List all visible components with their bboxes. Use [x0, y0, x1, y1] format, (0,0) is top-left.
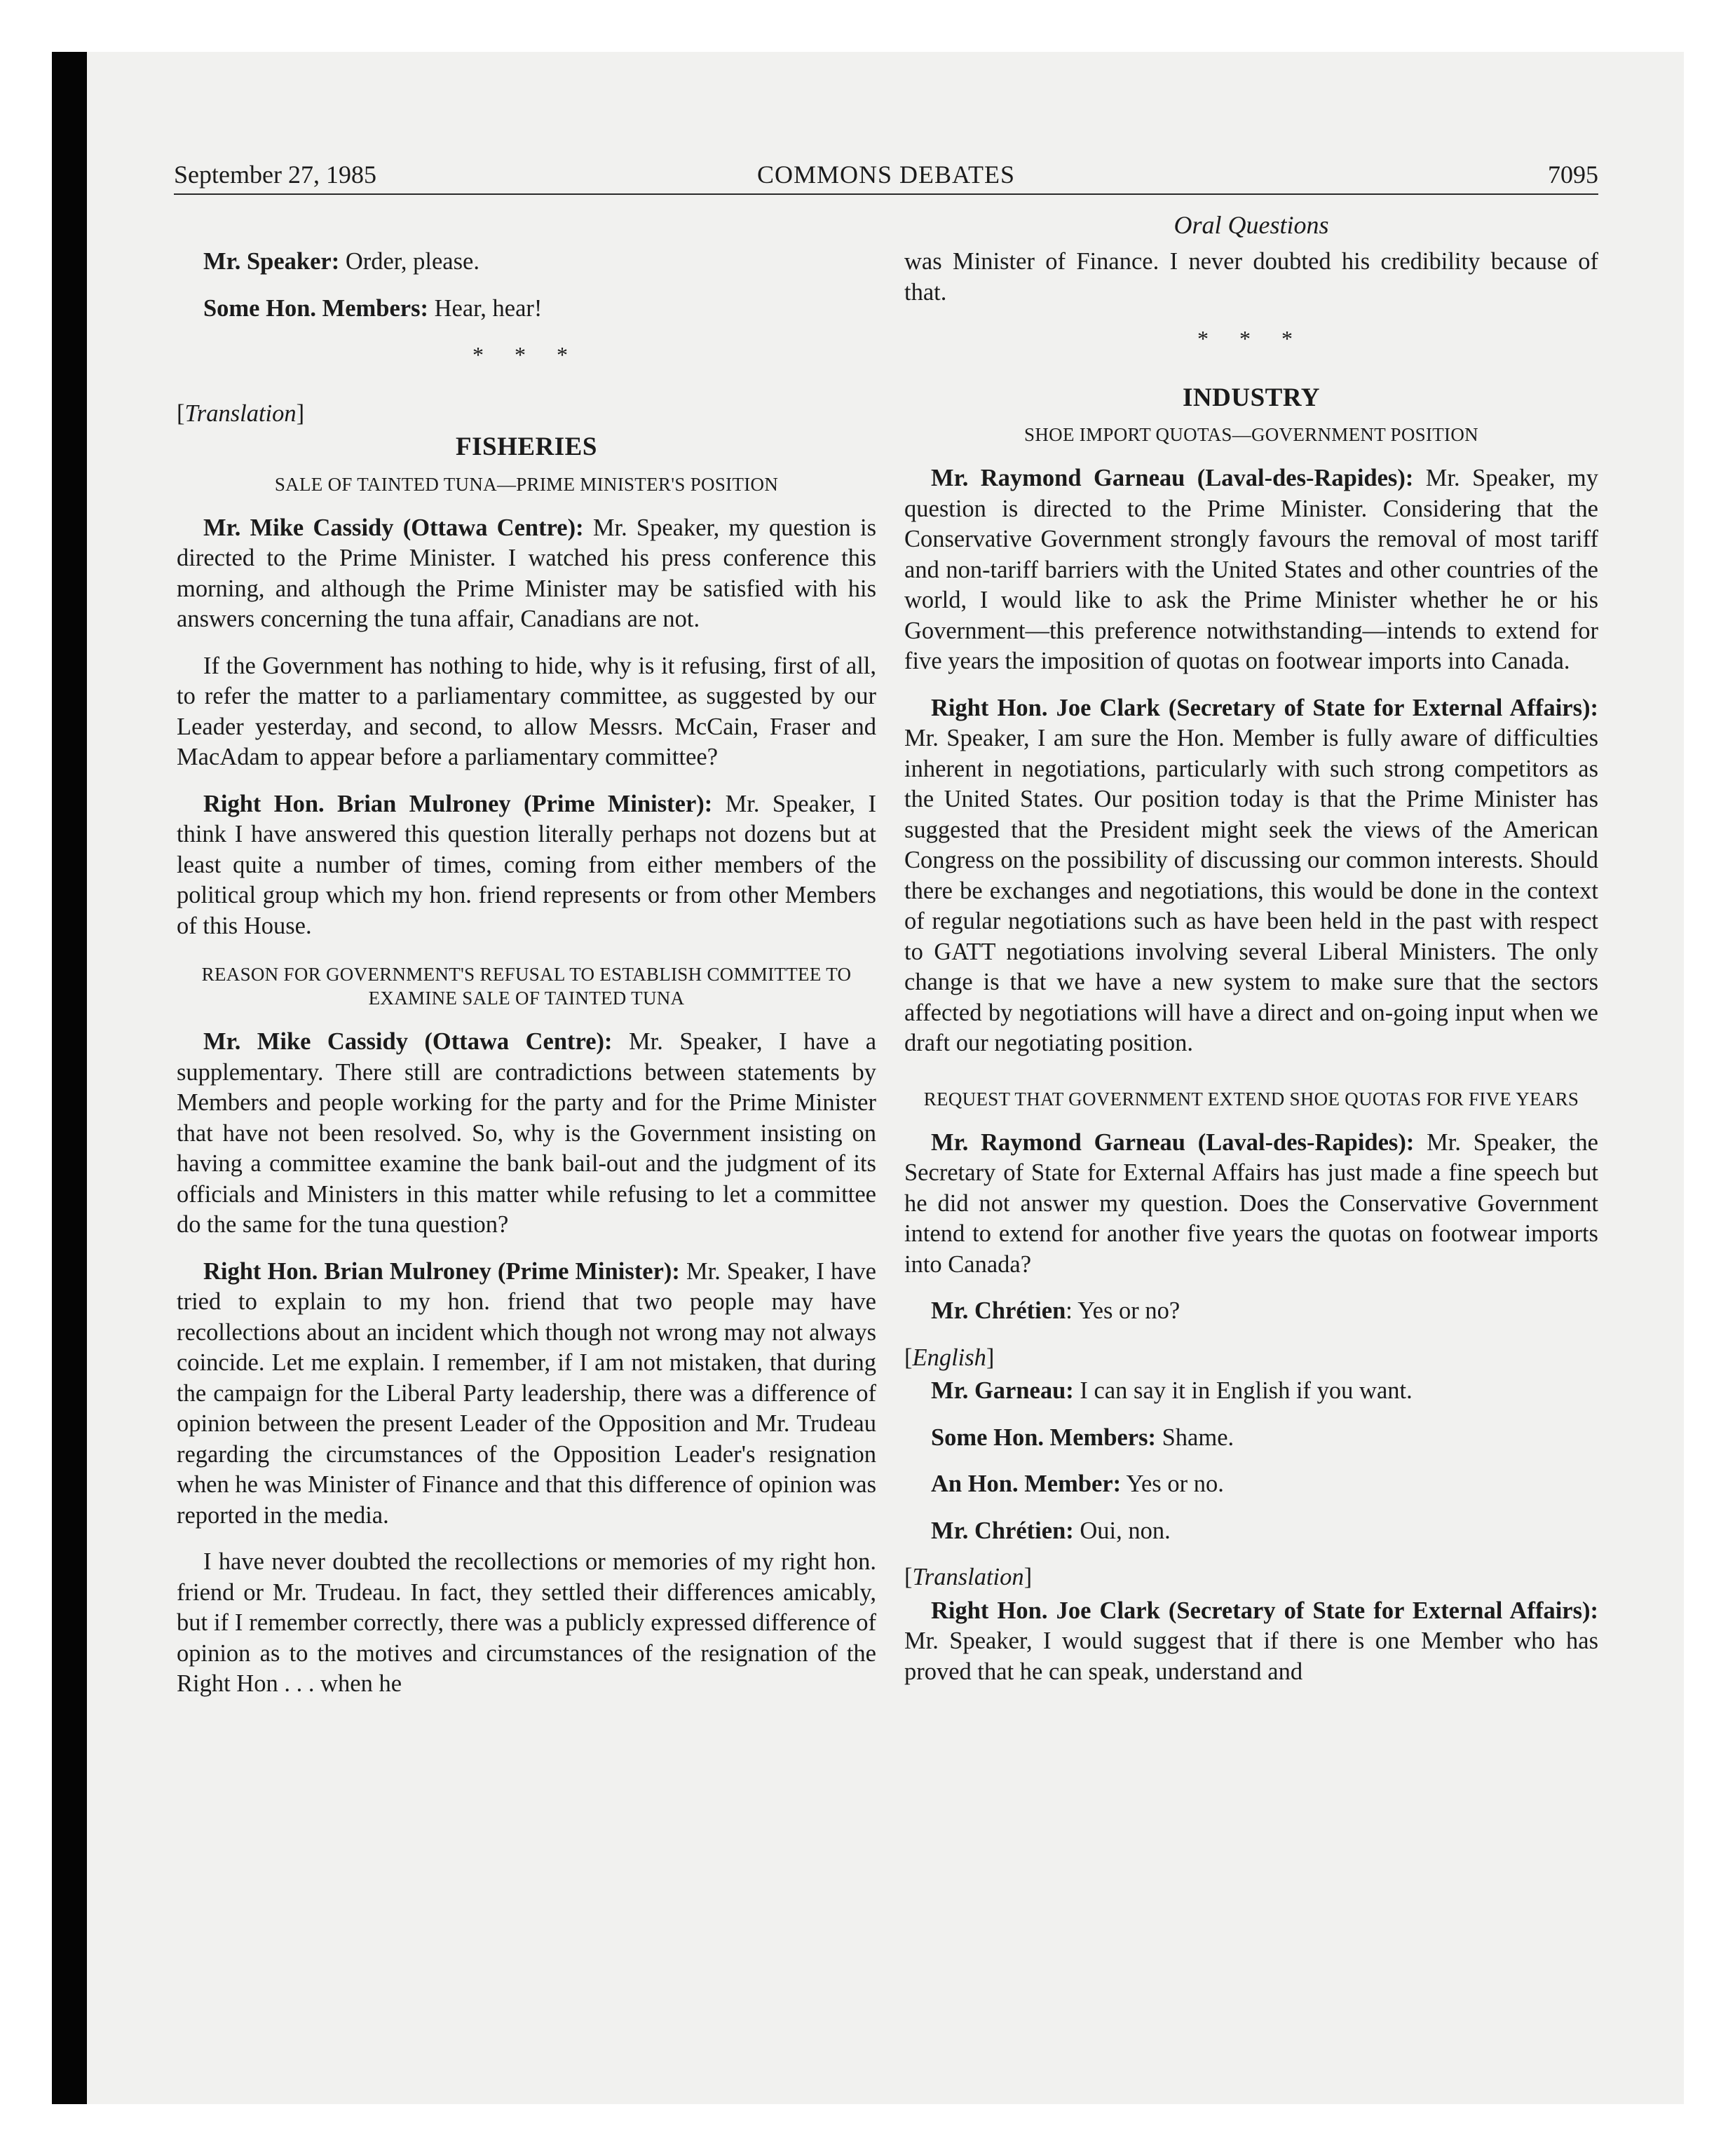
speech-text: Hear, hear! [428, 294, 543, 322]
speech-text: Mr. Speaker, I have tried to explain to my hon. friend that two people may have recollections about an incident which though not wrong may not always coincide. Let me explain. I remember, if I am not mistaken, that during the campaign for the Liberal Party leadership, there was a difference of opinion between the present Leader of the Opposition and Mr. Trudeau regarding the circumstances of the Opposition Leader's resignation when he was Minister of Finance and that this difference of opinion was reported in the media. [177, 1257, 876, 1529]
speaker-name: Mr. Chrétien: [931, 1517, 1074, 1544]
speaker-name: Mr. Speaker: [203, 248, 340, 275]
section-separator: * * * [1197, 326, 1305, 351]
speech-paragraph [904, 463, 1598, 677]
speech-paragraph [904, 693, 1598, 1059]
speaker-name: Mr. Mike Cassidy (Ottawa Centre): [203, 1028, 613, 1055]
speech-paragraph [904, 1596, 1598, 1688]
speech-paragraph [177, 294, 876, 325]
page-header [174, 160, 1598, 195]
speech-paragraph [904, 1296, 1598, 1327]
sub-heading: REQUEST THAT GOVERNMENT EXTEND SHOE QUOTAS FOR FIVE YEARS [923, 1088, 1579, 1110]
speech-paragraph [904, 1128, 1598, 1281]
speaker-name: Mr. Raymond Garneau (Laval-des-Rapides): [931, 1128, 1415, 1156]
speech-text: I can say it in English if you want. [1073, 1377, 1413, 1404]
speaker-name: Right Hon. Joe Clark (Secretary of State for External Affairs): [931, 694, 1598, 721]
sub-heading: REASON FOR GOVERNMENT'S REFUSAL TO ESTABLISH COMMITTEE TO EXAMINE SALE OF TAINTED TUNA [201, 964, 852, 1009]
speaker-name: Some Hon. Members: [931, 1424, 1156, 1451]
speaker-name: Mr. Garneau: [931, 1377, 1074, 1404]
speech-text: Mr. Speaker, my question is directed to the Prime Minister. I watched his press conference this morning, and although the Prime Minister may be satisfied with his answers concerning the tuna affair, Canadians are not. [177, 514, 877, 632]
speech-paragraph [904, 247, 1598, 308]
running-head: Oral Questions [1173, 211, 1329, 239]
speech-text: : Yes or no? [1066, 1297, 1181, 1324]
speech-text: Mr. Speaker, I would suggest that if there is one Member who has proved that he can speak, understand and [904, 1628, 1598, 1685]
sub-heading: SHOE IMPORT QUOTAS—GOVERNMENT POSITION [1024, 424, 1478, 445]
speech-text: Oui, non. [1073, 1517, 1171, 1544]
speech-text: Order, please. [339, 248, 479, 275]
scan-border [52, 52, 87, 2104]
speech-text: I have never doubted the recollections or memories of my right hon. friend or Mr. Trudeau. In fact, they settled their differences amicably, but if I remember correctly, there was a publicly expressed difference of opinion as to the motives and circumstances of the resignation of the Right Hon . . . when he [177, 1548, 876, 1697]
speech-paragraph [177, 1027, 876, 1241]
speech-paragraph [177, 247, 876, 278]
speech-text: Yes or no. [1121, 1471, 1224, 1497]
speaker-name: Mr. Chrétien [931, 1297, 1066, 1324]
speech-text: Mr. Speaker, I am sure the Hon. Member is fully aware of difficulties inherent in negotiations, particularly with such strong competitors as the United States. Our position today is that the Prime Minister has suggested that the President might seek the views of the American Congress on the possibility of discussing our common interests. Should there be exchanges and negotiations, this would be done in the context of regular negotiations such as have been held in the past with respect to GATT negotiations involving several Liberal Ministers. The only change is that we have a new system to make sure that the sectors affected by negotiations will have a direct and on-going input when we draft our negotiating position. [904, 725, 1598, 1056]
speech-paragraph [904, 1516, 1598, 1547]
right-column [904, 247, 1598, 1703]
speech-paragraph [904, 1469, 1598, 1500]
section-heading: FISHERIES [456, 432, 597, 461]
left-column [177, 247, 876, 1716]
speech-text: was Minister of Finance. I never doubted his credibility because of that. [904, 248, 1598, 306]
section-heading: INDUSTRY [1183, 383, 1320, 412]
speech-text: Mr. Speaker, I have a supplementary. There still are contradictions between statements by Members and people working for the party and for the Prime Minister that have not been resolved. So, why is the Government insisting on having a committee examine the bank bail-out and the judgment of its officials and Ministers in this matter while refusing to let a committee do the same for the tuna question? [177, 1028, 877, 1238]
speaker-name: Right Hon. Brian Mulroney (Prime Minister): [203, 790, 713, 817]
speaker-name: Some Hon. Members: [203, 294, 428, 322]
speech-paragraph [177, 1257, 876, 1531]
speech-text: Mr. Speaker, my question is directed to the Prime Minister. Considering that the Conservative Government strongly favours the removal of most tariff and non-tariff barriers with the United States and other countries of the world, I would like to ask the Prime Minister whether he or his Government—this preference notwithstanding—intends to extend for five years the imposition of quotas on footwear imports into Canada. [904, 465, 1598, 674]
speech-paragraph [904, 1423, 1598, 1454]
speech-paragraph [177, 789, 876, 942]
speaker-name: Right Hon. Brian Mulroney (Prime Minister): [203, 1257, 680, 1285]
header-date: September 27, 1985 [174, 161, 376, 189]
speaker-name: Mr. Raymond Garneau (Laval-des-Rapides): [931, 465, 1414, 491]
header-page-number: 7095 [1548, 161, 1598, 189]
header-publication: COMMONS DEBATES [756, 161, 1016, 189]
speech-text: If the Government has nothing to hide, why is it refusing, first of all, to refer the matter to a parliamentary committee, as suggested by our Leader yesterday, and second, to allow Messrs. McCain, Fraser and MacAdam to appear before a parliamentary committee? [177, 652, 876, 770]
sub-heading: SALE OF TAINTED TUNA—PRIME MINISTER'S POSITION [274, 473, 779, 495]
speech-paragraph [177, 651, 876, 773]
speech-text: Mr. Speaker, the Secretary of State for External Affairs has just made a fine speech but he did not answer my question. Does the Conservative Government intend to extend for another five years the quotas on footwear imports into Canada? [904, 1128, 1598, 1278]
speaker-name: An Hon. Member: [931, 1471, 1122, 1497]
section-separator: * * * [472, 342, 580, 367]
english-tag: [English] [904, 1344, 995, 1371]
speech-text: Shame. [1155, 1424, 1234, 1451]
speech-paragraph [177, 513, 876, 635]
speaker-name: Mr. Mike Cassidy (Ottawa Centre): [203, 514, 584, 541]
translation-tag: [Translation] [177, 400, 305, 427]
speaker-name: Right Hon. Joe Clark (Secretary of State for External Affairs): [931, 1597, 1598, 1624]
header-rule [174, 193, 1598, 195]
speech-paragraph [177, 1547, 876, 1700]
speech-text: Mr. Speaker, I think I have answered this question literally perhaps not dozens but at least quite a number of times, coming from either members of the political group which my hon. friend represents or from other Members of this House. [177, 790, 876, 939]
translation-tag: [Translation] [904, 1564, 1033, 1590]
speech-paragraph [904, 1376, 1598, 1407]
